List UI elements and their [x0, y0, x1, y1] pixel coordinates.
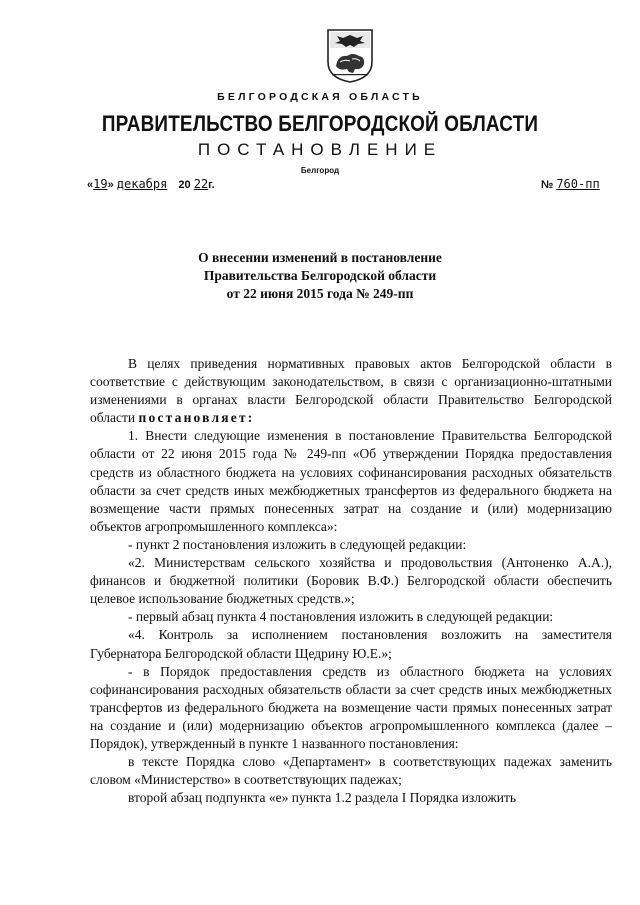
document-date [87, 177, 215, 191]
paragraph-item-1-b-text: «4. Контроль за исполнением постановления возложить на заместителя Губернатора Белгородской области Щедрину Ю.Е.»; [90, 627, 612, 661]
title-line-3: от 22 июня 2015 года № 249-пп [226, 286, 414, 301]
document-type: ПОСТАНОВЛЕНИЕ [197, 140, 443, 159]
document-title [0, 249, 640, 303]
paragraph-item-1-c: - в Порядок предоставления средств из областного бюджета на условиях софинансирования расходных обязательств области за счет средств иных межбюджетных трансфертов из федерального бюджета на возмещение части прямых понесенных затрат на создание и (или) модернизацию объектов агропромышленного комплекса (далее – Порядок), утвержденный в пункте 1 названного постановления: [90, 663, 612, 751]
paragraph-preamble [90, 355, 612, 427]
resolves-word: постановляет: [138, 410, 255, 426]
date-year-prefix: 20 [178, 179, 191, 191]
city-name: Белгород [300, 166, 340, 175]
region-name: БЕЛГОРОДСКАЯ ОБЛАСТЬ [217, 91, 423, 103]
coat-of-arms-emblem [325, 28, 375, 84]
paragraph-item-1-a-text: «2. Министерствам сельского хозяйства и продовольствия (Антоненко А.А.), финансов и бюджетной политики (Боровик В.Ф.) Белгородской области обеспечить целевое использование бюджетных средств.»; [90, 555, 612, 607]
quote-open: « [87, 179, 94, 191]
paragraph-item-1: 1. Внести следующие изменения в постановление Правительства Белгородской области от 22 июня 2015 года № 249-пп «Об утверждении Порядка предоставления средств из областного бюджета на условиях софинансирования расходных обязательств области за счет средств иных межбюджетных трансфертов из федерального бюджета на возмещение части прямых понесенных затрат на создание и (или) модернизацию объектов агропромышленного комплекса»: [90, 428, 612, 534]
document-number [541, 177, 600, 191]
date-month: декабря [116, 177, 168, 191]
date-year-g: г. [208, 179, 215, 191]
number-value: 760-пп [556, 177, 600, 191]
preamble-text: В целях приведения нормативных правовых актов Белгородской области в соответствие с действующим законодательством, в связи с организационно-штатными изменениями в органах власти Белгородской области Правительство Белгородской области [90, 356, 612, 426]
title-line-1: О внесении изменений в постановление [198, 250, 442, 265]
title-line-2: Правительства Белгородской области [203, 268, 437, 283]
government-name: ПРАВИТЕЛЬСТВО БЕЛГОРОДСКОЙ ОБЛАСТИ [101, 111, 539, 136]
paragraph-item-1-c-2: второй абзац подпункта «е» пункта 1.2 раздела I Порядка изложить [128, 790, 517, 806]
paragraph-item-1-b: - первый абзац пункта 4 постановления изложить в следующей редакции: [128, 609, 554, 625]
number-prefix: № [541, 179, 554, 191]
document-body [90, 355, 612, 807]
paragraph-item-1-c-1: в тексте Порядка слово «Департамент» в соответствующих падежах заменить словом «Министерство» в соответствующих падежах; [90, 754, 612, 788]
quote-close: » [107, 179, 114, 191]
date-day: 19 [93, 177, 108, 191]
paragraph-item-1-a: - пункт 2 постановления изложить в следующей редакции: [128, 536, 467, 552]
date-year-suffix: 22 [193, 177, 209, 191]
